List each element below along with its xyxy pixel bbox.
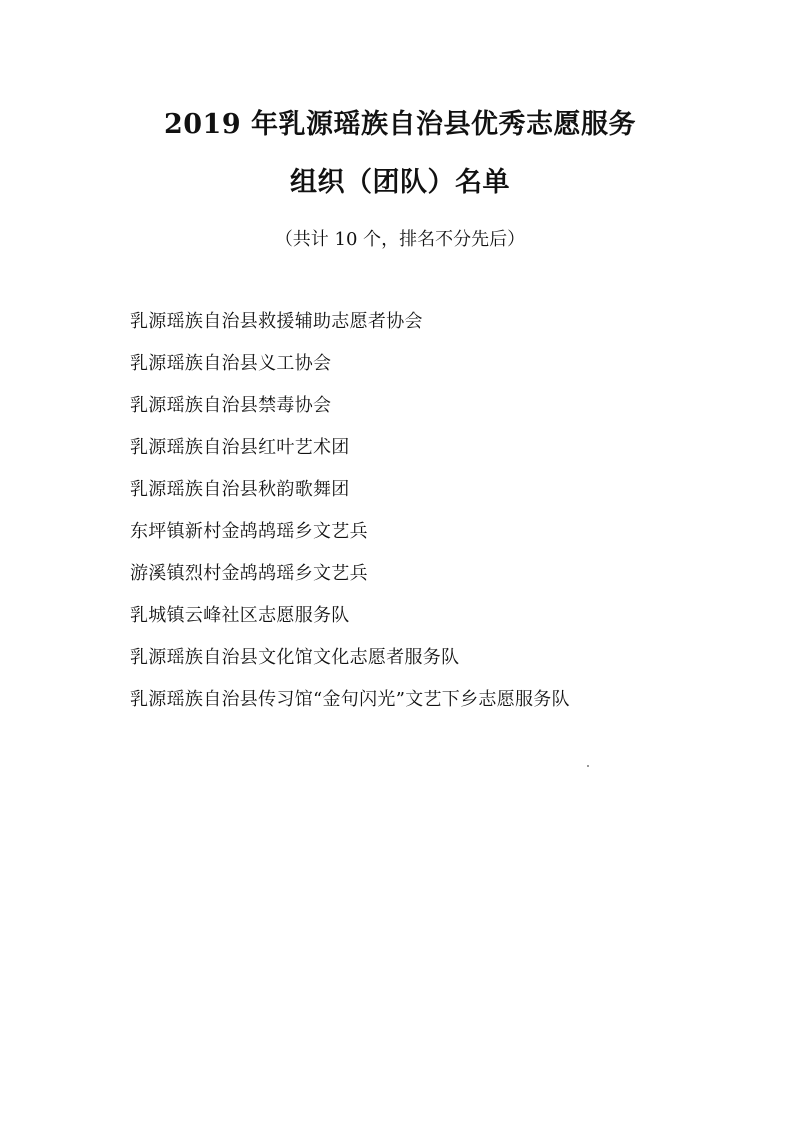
scan-speck [587, 765, 589, 767]
list-item: 乳源瑶族自治县义工协会 [130, 353, 332, 374]
document-note: （共计 10 个，排名不分先后） [274, 229, 526, 250]
list-item: 乳源瑶族自治县传习馆“金句闪光”文艺下乡志愿服务队 [130, 689, 570, 710]
document-title-line-2: 组织（团队）名单 [290, 167, 510, 198]
list-item: 东坪镇新村金鸪鸪瑶乡文艺兵 [130, 521, 368, 542]
list-item: 乳源瑶族自治县禁毒协会 [130, 395, 332, 416]
organization-list [130, 308, 570, 728]
document-title-line-1: 2019 年乳源瑶族自治县优秀志愿服务 [163, 109, 637, 140]
list-item: 乳源瑶族自治县红叶艺术团 [130, 437, 350, 458]
list-item: 游溪镇烈村金鸪鸪瑶乡文艺兵 [130, 563, 368, 584]
list-item: 乳源瑶族自治县秋韵歌舞团 [130, 479, 350, 500]
list-item: 乳源瑶族自治县救援辅助志愿者协会 [130, 311, 423, 332]
list-item: 乳城镇云峰社区志愿服务队 [130, 605, 350, 626]
list-item: 乳源瑶族自治县文化馆文化志愿者服务队 [130, 647, 460, 668]
